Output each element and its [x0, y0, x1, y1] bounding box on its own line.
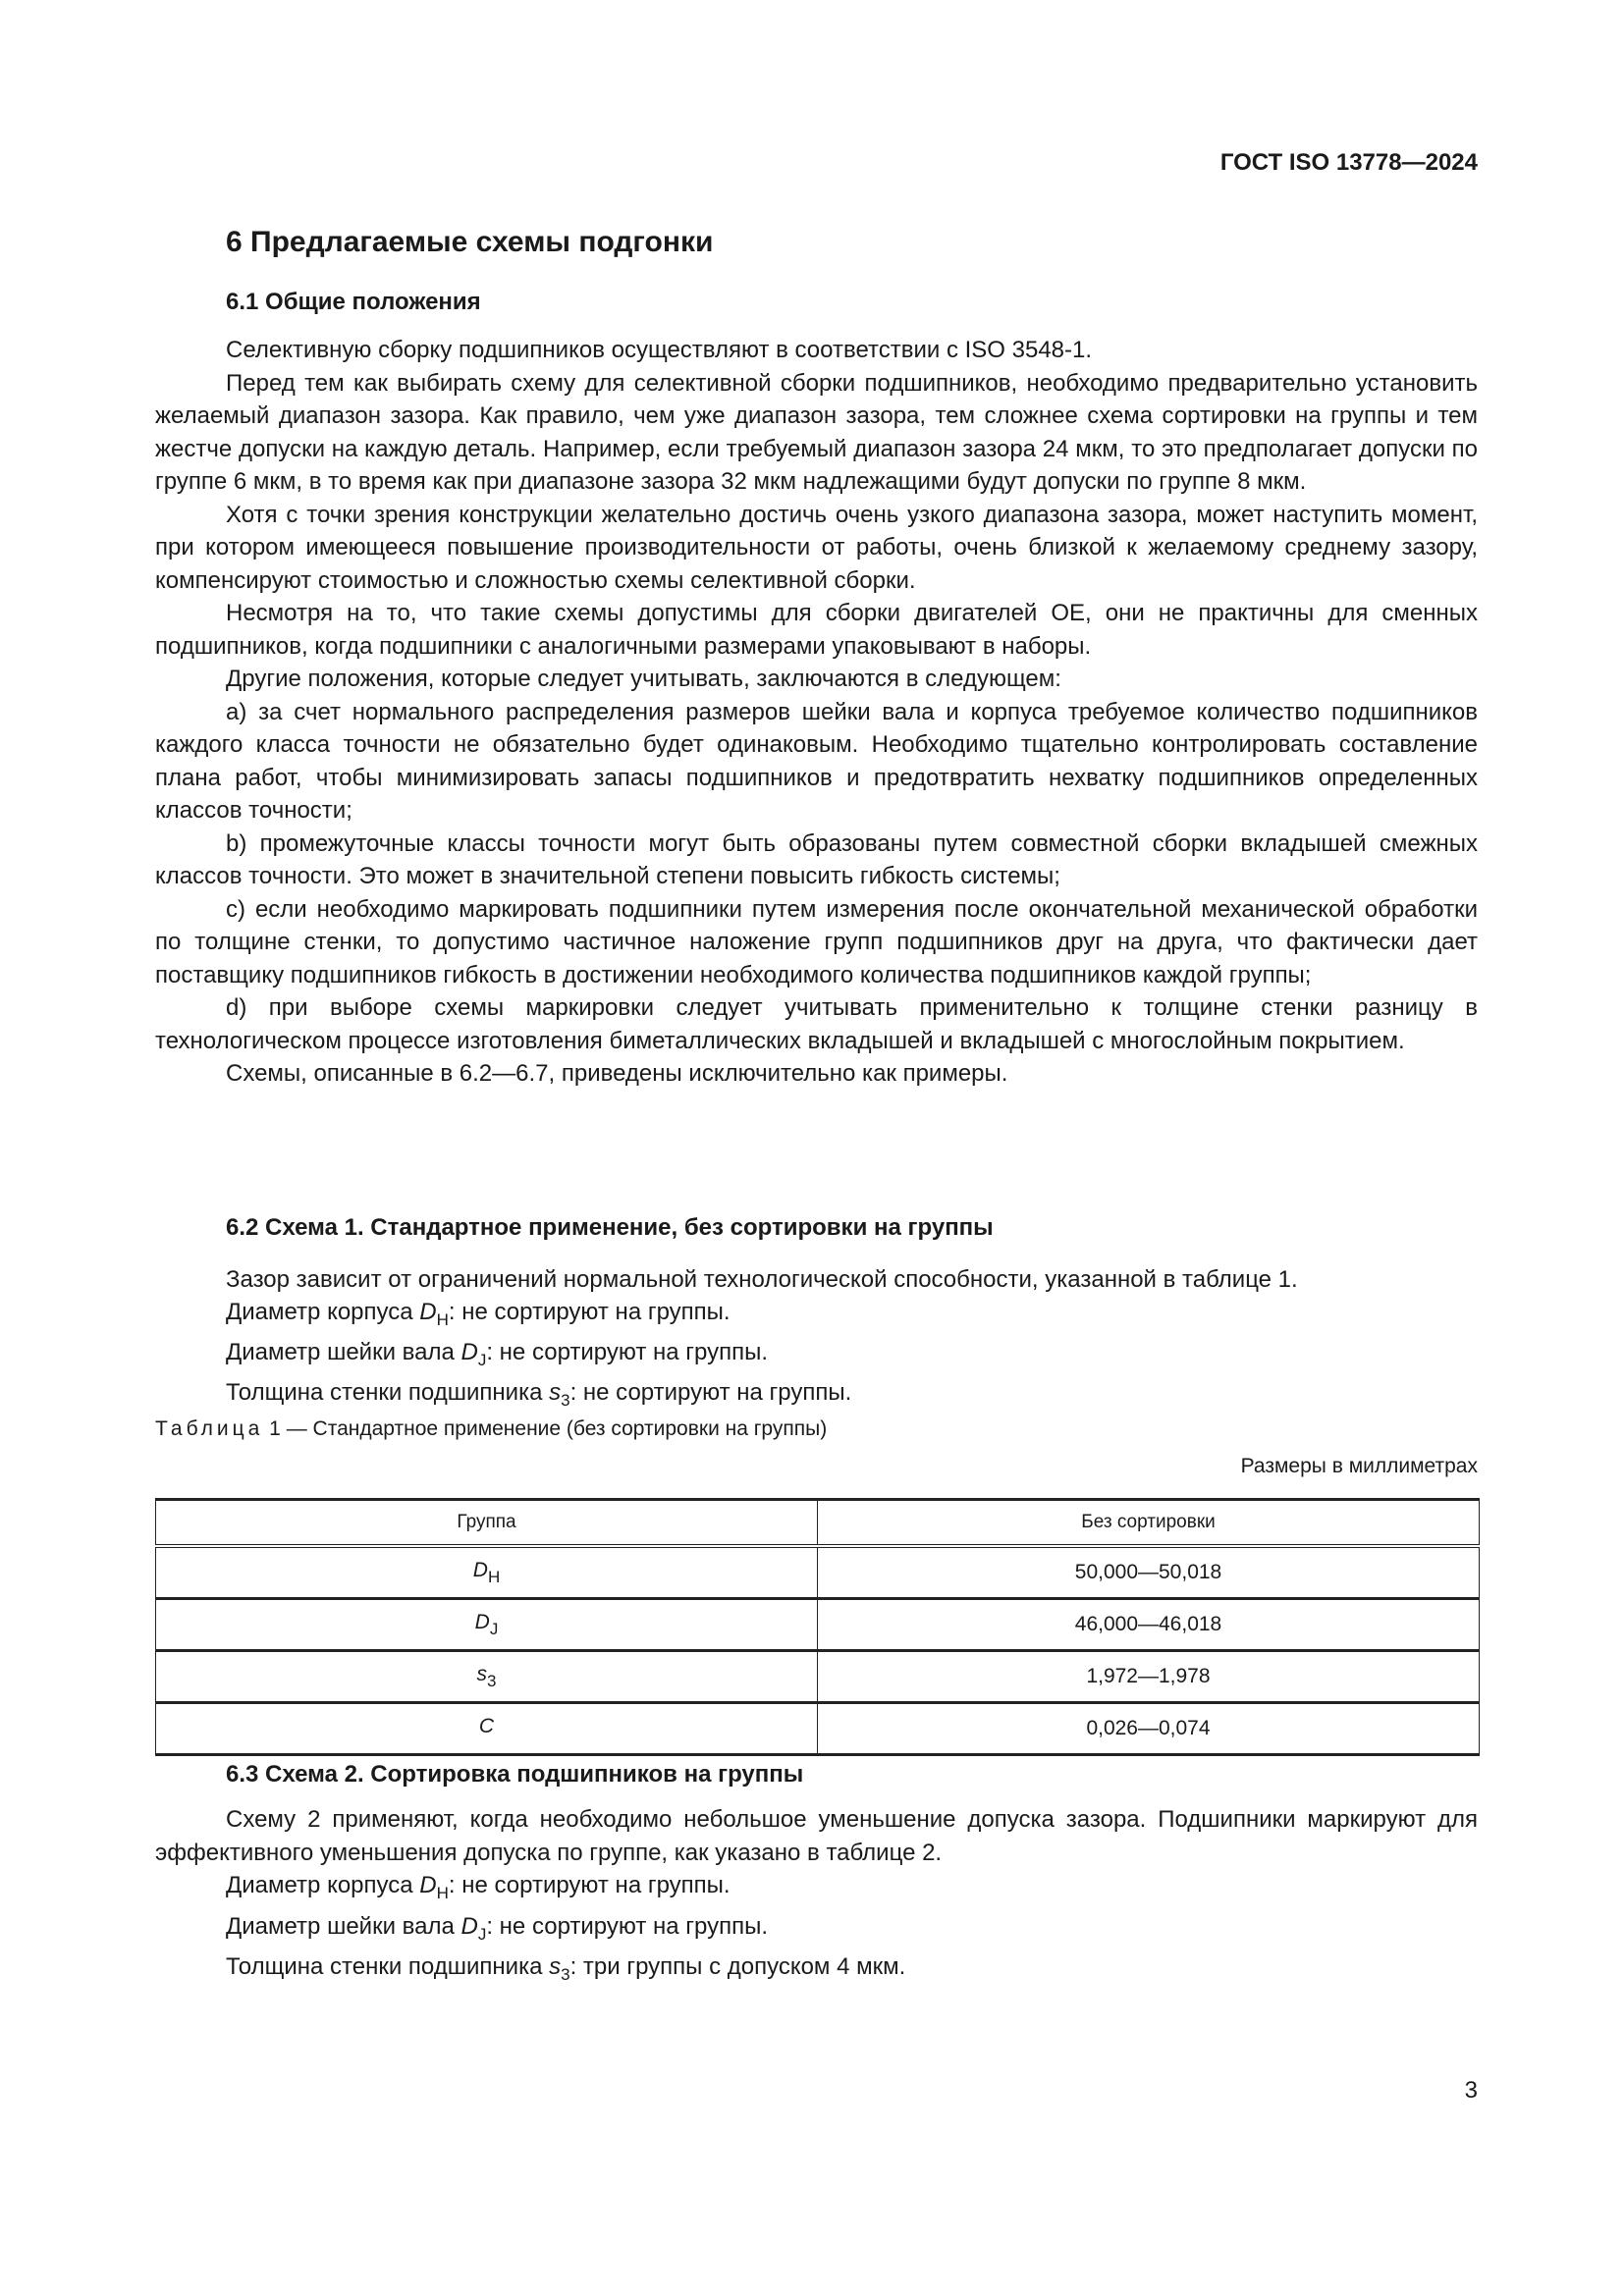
table-row: C 0,026—0,074	[156, 1703, 1480, 1755]
column-header: Группа	[156, 1500, 818, 1547]
section-6-3-body	[155, 1803, 1478, 1992]
paragraph: Схемы, описанные в 6.2—6.7, приведены исключительно как примеры.	[226, 1060, 1008, 1087]
spec-line: Диаметр корпуса $D_H$: не сортируют на группы.	[226, 1299, 731, 1329]
table-caption: Таблица 1 — Стандартное применение (без сортировки на группы)	[155, 1417, 828, 1440]
section-6-2-body	[155, 1263, 1478, 1416]
section-6-2-title: 6.2 Схема 1. Стандартное применение, без сортировки на группы	[226, 1214, 994, 1241]
document-id-header: ГОСТ ISO 13778—2024	[1219, 149, 1478, 176]
list-item-b: b) промежуточные классы точности могут быть образованы путем совместной сборки вкладышей смежных классов точности. Это может в значительной степени повысить гибкость системы;	[155, 829, 1478, 889]
paragraph: Хотя с точки зрения конструкции желательно достичь очень узкого диапазона зазора, может наступить момент, при котором имеющееся повышение производительности от работы, очень близкой к желаемому среднему зазору, компенсируют стоимостью и сложностью схемы селективной сборки.	[155, 501, 1478, 594]
list-item-a: a) за счет нормального распределения размеров шейки вала и корпуса требуемое количество подшипников каждого класса точности не обязательно будет одинаковым. Необходимо тщательно контролировать составление плана работ, чтобы минимизировать запасы подшипников и предотвратить нехватку подшипников определенных классов точности;	[155, 698, 1478, 824]
page-number: 3	[1464, 2077, 1478, 2104]
spec-line: Толщина стенки подшипника $s_3$: не сортируют на группы.	[226, 1379, 852, 1410]
list-item-d: d) при выборе схемы маркировки следует учитывать применительно к толщине стенки разницу в технологическом процессе изготовления биметаллических вкладышей и вкладышей с многослойным покрытием.	[155, 994, 1478, 1054]
section-6-1-body	[155, 334, 1478, 1091]
paragraph: Несмотря на то, что такие схемы допустимы для сборки двигателей ОЕ, они не практичны для сменных подшипников, когда подшипники с аналогичными размерами упаковывают в наборы.	[155, 600, 1478, 660]
table-header-row	[156, 1500, 1480, 1547]
section-6-1-title: 6.1 Общие положения	[226, 289, 481, 315]
table-1	[155, 1498, 1480, 1756]
spec-line: Толщина стенки подшипника $s_3$: три группы с допуском 4 мкм.	[226, 1953, 906, 1984]
spec-line: Диаметр шейки вала $D_J$: не сортируют на группы.	[226, 1912, 769, 1944]
spec-line: Диаметр корпуса $D_H$: не сортируют на группы.	[226, 1872, 731, 1902]
paragraph: Селективную сборку подшипников осуществляют в соответствии с ISO 3548-1.	[226, 337, 1093, 363]
paragraph: Другие положения, которые следует учитывать, заключаются в следующем:	[226, 666, 1061, 692]
table-row: $D_J$ 46,000—46,018	[156, 1599, 1480, 1651]
section-6-title: 6 Предлагаемые схемы подгонки	[226, 226, 714, 258]
paragraph: Зазор зависит от ограничений нормальной технологической способности, указанной в таблице 1.	[226, 1266, 1298, 1293]
table-units-note: Размеры в миллиметрах	[1240, 1455, 1478, 1477]
table-row: $D_H$ 50,000—50,018	[156, 1546, 1480, 1599]
list-item-c: c) если необходимо маркировать подшипники путем измерения после окончательной механической обработки по толщине стенки, то допустимо частичное наложение групп подшипников друг на друга, что фактически дает поставщику подшипников гибкость в достижении необходимого количества подшипников каждой группы;	[155, 895, 1478, 988]
spec-line: Диаметр шейки вала $D_J$: не сортируют на группы.	[226, 1339, 769, 1369]
section-6-3-title: 6.3 Схема 2. Сортировка подшипников на группы	[226, 1761, 804, 1788]
column-header: Без сортировки	[818, 1500, 1480, 1547]
paragraph: Перед тем как выбирать схему для селективной сборки подшипников, необходимо предварительно установить желаемый диапазон зазора. Как правило, чем уже диапазон зазора, тем сложнее схема сортировки на группы и тем жестче допуски на каждую деталь. Например, если требуемый диапазон зазора 24 мкм, то это предполагает допуски по группе 6 мкм, в то время как при диапазоне зазора 32 мкм надлежащими будут допуски по группе 8 мкм.	[155, 369, 1478, 495]
table-row: $s_3$ 1,972—1,978	[156, 1651, 1480, 1703]
paragraph: Схему 2 применяют, когда необходимо небольшое уменьшение допуска зазора. Подшипники маркируют для эффективного уменьшения допуска по группе, как указано в таблице 2.	[155, 1806, 1478, 1866]
